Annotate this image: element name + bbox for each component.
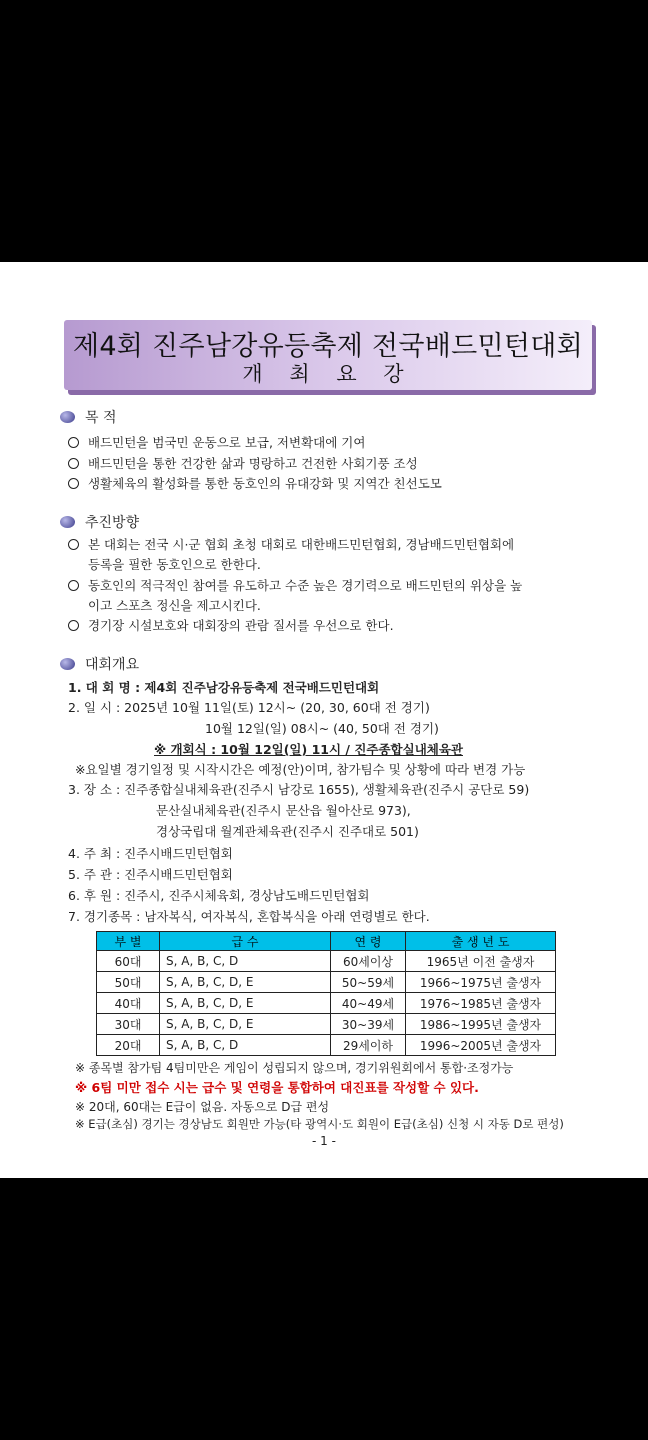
overview-venue-3: 경상국립대 월계관체육관(진주시 진주대로 501) (156, 824, 419, 839)
table-header-row (97, 932, 556, 951)
circle-bullet-icon (68, 620, 79, 631)
overview-venue-2: 문산실내체육관(진주시 문산읍 월아산로 973), (156, 803, 411, 818)
overview-name: 1. 대 회 명 : 제4회 진주남강유등축제 전국배드민턴대회 (68, 680, 380, 695)
col-header: 출 생 년 도 (406, 932, 556, 951)
bullet-icon (60, 411, 75, 423)
bullet-icon (60, 658, 75, 670)
note-e-grade: ※ 20대, 60대는 E급이 없음. 자동으로 D급 편성 (75, 1100, 330, 1114)
circle-bullet-icon (68, 478, 79, 489)
overview-date: 2. 일 시 : 2025년 10월 11일(토) 12시~ (20, 30, 60대 전 경기) (68, 700, 430, 715)
page-number: - 1 - (312, 1134, 336, 1148)
table-row: 60대 S, A, B, C, D 60세이상 1965년 이전 출생자 (97, 951, 556, 972)
overview-venue: 3. 장 소 : 진주종합실내체육관(진주시 남강로 1655), 생활체육관(진주시 공단로 59) (68, 782, 530, 797)
note-merge-warning: ※ 6팀 미만 접수 시는 급수 및 연령을 통합하여 대진표를 작성할 수 있다. (75, 1080, 479, 1095)
overview-date-2: 10월 12일(일) 08시~ (40, 50대 전 경기) (205, 721, 439, 736)
table-row: 40대 S, A, B, C, D, E 40~49세 1976~1985년 출생자 (97, 993, 556, 1014)
purpose-item: 생활체육의 활성화를 통한 동호인의 유대강화 및 지역간 친선도모 (68, 474, 442, 492)
overview-events: 7. 경기종목 : 남자복식, 여자복식, 혼합복식을 아래 연령별로 한다. (68, 909, 430, 924)
section-direction-heading: 추진방향 (60, 512, 139, 532)
age-group-table (96, 931, 556, 1056)
overview-opening: ※ 개회식 : 10월 12일(일) 11시 / 진주종합실내체육관 (154, 742, 463, 757)
document-page (0, 262, 648, 1178)
overview-organizer: 5. 주 관 : 진주시배드민턴협회 (68, 867, 233, 882)
note-beginner: ※ E급(초심) 경기는 경상남도 회원만 가능(타 광역시·도 회원이 E급(초심) 신청 시 자동 D로 편성) (75, 1117, 564, 1131)
direction-item: 본 대회는 전국 시·군 협회 초청 대회로 대한배드민턴협회, 경남배드민턴협회에 (68, 535, 514, 553)
col-header: 부 별 (97, 932, 160, 951)
overview-sponsor: 6. 후 원 : 진주시, 진주시체육회, 경상남도배드민턴협회 (68, 888, 370, 903)
circle-bullet-icon (68, 580, 79, 591)
circle-bullet-icon (68, 458, 79, 469)
col-header: 연 령 (331, 932, 406, 951)
note-min-teams: ※ 종목별 참가팀 4팀미만은 게임이 성립되지 않으며, 경기위원회에서 통합·조정가능 (75, 1061, 514, 1075)
document-title: 제4회 진주남강유등축제 전국배드민턴대회 (72, 331, 584, 362)
circle-bullet-icon (68, 539, 79, 550)
purpose-item: 배드민턴을 범국민 운동으로 보급, 저변확대에 기여 (68, 433, 365, 451)
table-row: 20대 S, A, B, C, D 29세이하 1996~2005년 출생자 (97, 1035, 556, 1056)
table-row: 50대 S, A, B, C, D, E 50~59세 1966~1975년 출생자 (97, 972, 556, 993)
purpose-item: 배드민턴을 통한 건강한 삶과 명랑하고 건전한 사회기풍 조성 (68, 454, 418, 472)
title-banner (64, 320, 592, 390)
direction-item: 동호인의 적극적인 참여를 유도하고 수준 높은 경기력으로 배드민턴의 위상을 높 (68, 576, 522, 594)
overview-host: 4. 주 최 : 진주시배드민턴협회 (68, 846, 233, 861)
section-overview-heading: 대회개요 (60, 654, 139, 674)
direction-item: 경기장 시설보호와 대회장의 관람 질서를 우선으로 한다. (68, 616, 394, 634)
bullet-icon (60, 516, 75, 528)
table-row: 30대 S, A, B, C, D, E 30~39세 1986~1995년 출생자 (97, 1014, 556, 1035)
direction-item-cont: 등록을 필한 동호인으로 한한다. (88, 557, 261, 572)
direction-item-cont: 이고 스포츠 정신을 제고시킨다. (88, 598, 261, 613)
col-header: 급 수 (160, 932, 331, 951)
section-purpose-heading: 목 적 (60, 407, 117, 427)
overview-note: ※요일별 경기일정 및 시작시간은 예정(안)이며, 참가팀수 및 상황에 따라 변경 가능 (75, 762, 526, 777)
document-subtitle: 개 최 요 강 (242, 362, 414, 386)
circle-bullet-icon (68, 437, 79, 448)
